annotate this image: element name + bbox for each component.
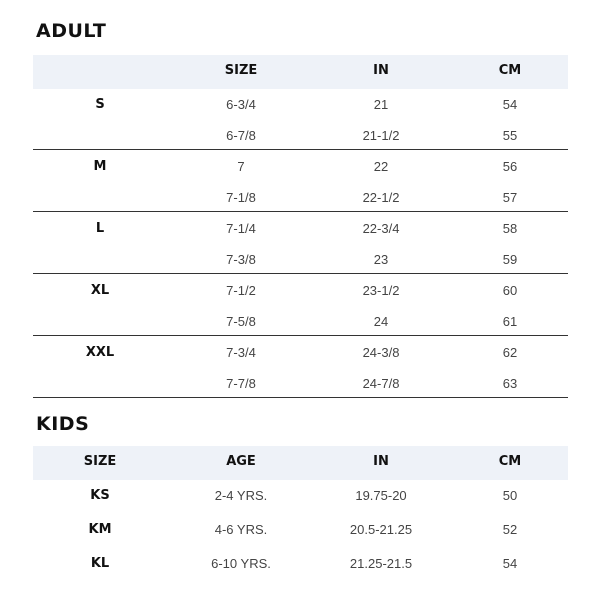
adult-cm-cell: 63 <box>502 376 518 391</box>
adult-cm-cell: 61 <box>502 314 518 329</box>
adult-size-cell: 7 <box>237 159 245 174</box>
adult-size-label: L <box>95 221 105 236</box>
adult-in-cell: 22-1/2 <box>362 190 400 205</box>
kids-age-cell: 4-6 YRS. <box>214 522 268 537</box>
adult-in-cell: 24-3/8 <box>362 345 400 360</box>
kids-size-label: KL <box>90 556 110 571</box>
adult-header-size: SIZE <box>224 63 258 78</box>
adult-size-label: XXL <box>85 345 115 360</box>
row-divider <box>33 211 568 212</box>
adult-in-cell: 23-1/2 <box>362 283 400 298</box>
adult-size-cell: 7-1/8 <box>226 190 256 205</box>
adult-cm-cell: 59 <box>502 252 518 267</box>
adult-header-row <box>33 55 568 89</box>
adult-size-cell: 7-1/4 <box>226 221 256 236</box>
row-divider <box>33 273 568 274</box>
kids-title: KIDS <box>36 413 90 435</box>
adult-in-cell: 22 <box>373 159 389 174</box>
kids-header-in: IN <box>373 454 389 469</box>
kids-in-cell: 19.75-20 <box>355 488 407 503</box>
adult-cm-cell: 62 <box>502 345 518 360</box>
kids-header-age: AGE <box>226 454 256 469</box>
kids-header-size: SIZE <box>83 454 117 469</box>
adult-cm-cell: 54 <box>502 97 518 112</box>
kids-size-label: KM <box>88 522 112 537</box>
adult-in-cell: 21 <box>373 97 389 112</box>
adult-in-cell: 22-3/4 <box>362 221 400 236</box>
adult-size-label: M <box>93 159 107 174</box>
adult-cm-cell: 58 <box>502 221 518 236</box>
adult-size-cell: 7-5/8 <box>226 314 256 329</box>
row-divider <box>33 149 568 150</box>
adult-size-cell: 7-7/8 <box>226 376 256 391</box>
adult-header-cm: CM <box>498 63 522 78</box>
kids-size-label: KS <box>90 488 110 503</box>
kids-cm-cell: 50 <box>502 488 518 503</box>
row-divider <box>33 397 568 398</box>
kids-in-cell: 20.5-21.25 <box>349 522 413 537</box>
kids-header-cm: CM <box>498 454 522 469</box>
adult-in-cell: 23 <box>373 252 389 267</box>
adult-in-cell: 21-1/2 <box>362 128 400 143</box>
kids-age-cell: 2-4 YRS. <box>214 488 268 503</box>
adult-size-cell: 6-7/8 <box>226 128 256 143</box>
adult-size-cell: 7-3/4 <box>226 345 256 360</box>
kids-in-cell: 21.25-21.5 <box>349 556 413 571</box>
adult-cm-cell: 55 <box>502 128 518 143</box>
adult-in-cell: 24-7/8 <box>362 376 400 391</box>
adult-header-in: IN <box>373 63 389 78</box>
adult-size-label: S <box>95 97 105 112</box>
adult-title: ADULT <box>36 20 107 42</box>
adult-size-cell: 6-3/4 <box>226 97 256 112</box>
adult-size-label: XL <box>90 283 110 298</box>
adult-in-cell: 24 <box>373 314 389 329</box>
kids-cm-cell: 52 <box>502 522 518 537</box>
adult-cm-cell: 60 <box>502 283 518 298</box>
adult-cm-cell: 57 <box>502 190 518 205</box>
kids-age-cell: 6-10 YRS. <box>211 556 271 571</box>
adult-cm-cell: 56 <box>502 159 518 174</box>
row-divider <box>33 335 568 336</box>
adult-size-cell: 7-3/8 <box>226 252 256 267</box>
adult-size-cell: 7-1/2 <box>226 283 256 298</box>
kids-cm-cell: 54 <box>502 556 518 571</box>
